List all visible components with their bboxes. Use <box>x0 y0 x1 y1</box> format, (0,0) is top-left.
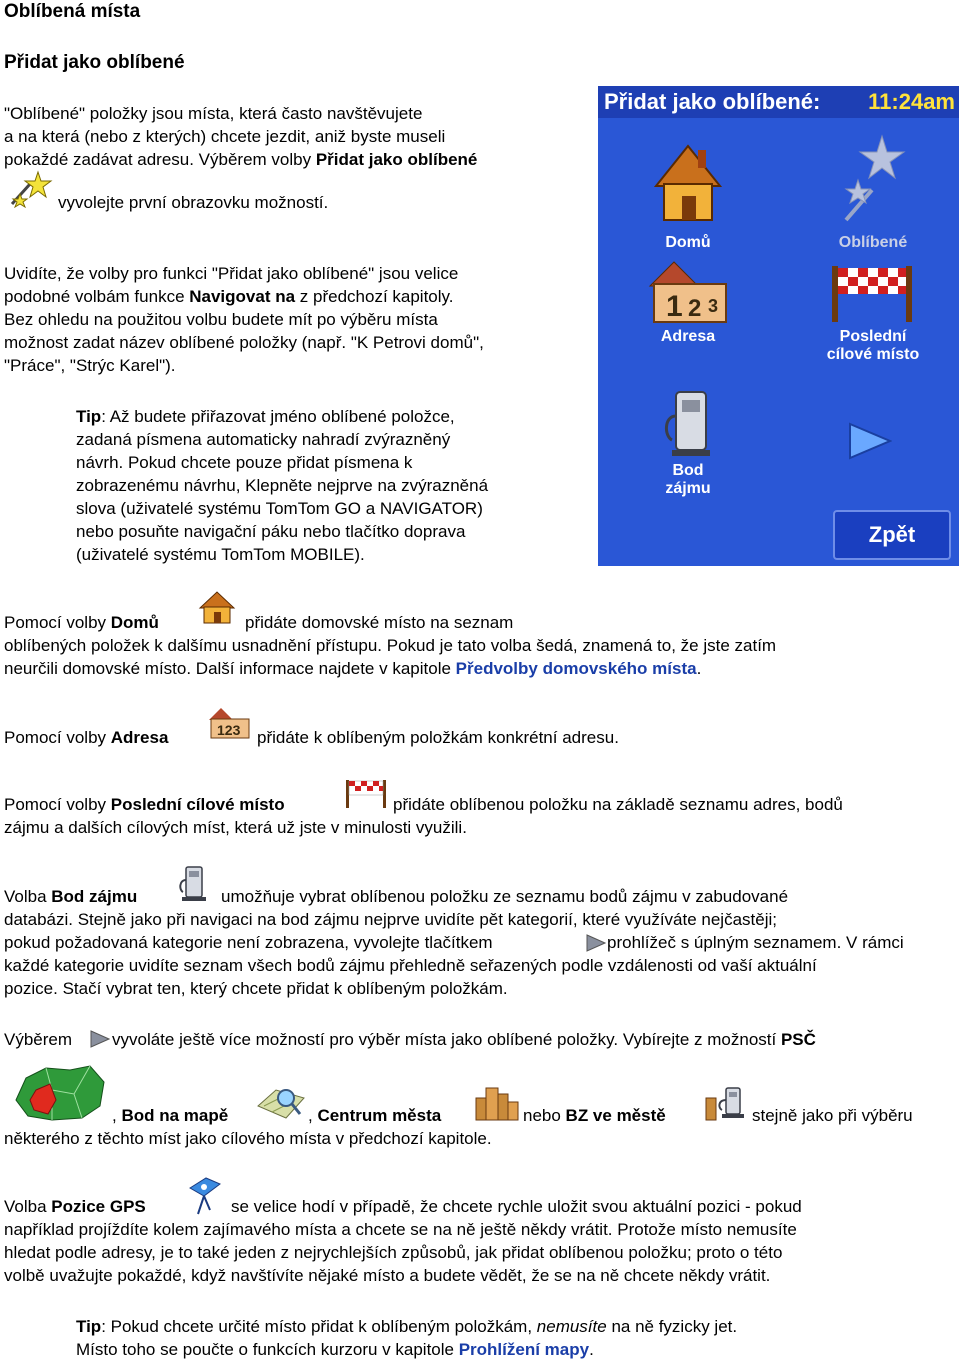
poi-para-line-3b: prohlížeč s úplným seznamem. V rámci <box>607 933 904 952</box>
more-para-line-3: některého z těchto míst jako cílového místa v předchozí kapitole. <box>4 1129 492 1148</box>
map-browsing-link[interactable]: Prohlížení mapy <box>458 1340 590 1359</box>
poi-para-line-2: databázi. Stejně jako při navigaci na bod zájmu nejprve uvidíte pět kategorií, které využíváte nejčastěji; <box>4 910 777 929</box>
home-settings-link[interactable]: Předvolby domovského místa <box>455 659 697 678</box>
home-para-line-2: oblíbených položek k dalšímu usnadnění přístupu. Pokud je tato volba šedá, znamená to, že jste zatím <box>4 636 777 655</box>
tip2-line-2: Místo toho se poučte o funkcích kurzoru v kapitole Prohlížení mapy. <box>76 1340 594 1359</box>
gps-satellite-icon <box>184 1174 224 1218</box>
screen-clock: 11:24am <box>868 89 955 114</box>
more-para-line-2d: stejně jako při výběru <box>752 1106 913 1125</box>
more-para-line-2a: , Bod na mapě <box>112 1106 229 1125</box>
poi-para-line-5: pozice. Stačí vybrat ten, který chcete přidat k oblíbeným položkám. <box>4 979 508 998</box>
postal-code-map-icon <box>12 1060 108 1122</box>
recent-para-line-2: zájmu a dalších cílových míst, která už jste v minulosti využili. <box>4 818 467 837</box>
home-para-line-3: neurčili domovské místo. Další informace najdete v kapitole Předvolby domovského místa. <box>4 659 702 678</box>
home-icon-small <box>198 590 236 626</box>
intro-line-1: "Oblíbené" položky jsou místa, která často navštěvujete <box>4 104 423 123</box>
checkered-flag-icon-small <box>343 776 389 810</box>
tip2-line-1: Tip: Pokud chcete určité místo přidat k oblíbeným položkám, nemusíte na ně fyzicky jet. <box>76 1317 738 1336</box>
more-para-line-1a: Výběrem <box>4 1030 73 1049</box>
home-option[interactable] <box>638 124 738 254</box>
poi-para-line-3a: pokud požadovaná kategorie není zobrazena, vyvolejte tlačítkem <box>4 933 493 952</box>
favorite-label: Oblíbené <box>838 234 908 251</box>
svg-text:1: 1 <box>666 290 683 323</box>
tip1-line-5: slova (uživatelé systému TomTom GO a NAVIGATOR) <box>76 499 483 518</box>
recent-destination-option[interactable] <box>808 256 938 366</box>
tip1-line-7: (uživatelé systému TomTom MOBILE). <box>76 545 365 564</box>
city-center-icon <box>474 1082 520 1122</box>
home-label: Domů <box>665 234 711 251</box>
tip1-line-6: nebo posuňte navigační páku nebo tlačítko doprava <box>76 522 466 541</box>
recent-para-line-1a: Pomocí volby Poslední cílové místo <box>4 795 285 814</box>
poi-para-line-1c: umožňuje vybrat oblíbenou položku ze seznamu bodů zájmu v zabudované <box>221 887 789 906</box>
tip1-line-4: zobrazenému návrhu, Klepněte nejprve na zvýrazněná <box>76 476 489 495</box>
gps-para-line-1c: se velice hodí v případě, že chcete rychle uložit svou aktuální pozici - pokud <box>231 1197 802 1216</box>
svg-text:2: 2 <box>688 295 702 322</box>
more-para-line-2b: , Centrum města <box>308 1106 442 1125</box>
address-para-a: Pomocí volby Adresa <box>4 728 169 747</box>
address-label: Adresa <box>660 328 716 345</box>
address-icon <box>648 258 732 324</box>
poi-para-line-1a: Volba Bod zájmu <box>4 887 138 906</box>
para2-line-4: možnost zadat název oblíbené položky (např. "K Petrovi domů", <box>4 333 484 352</box>
address-icon-small <box>207 706 251 740</box>
arrow-right-icon-2 <box>90 1030 110 1048</box>
tip1-line-1: Tip: Až budete přiřazovat jméno oblíbené položce, <box>76 407 455 426</box>
gps-para-line-2: například projíždíte kolem zajímavého místa a chcete se na ně ještě někdy vrátit. Protože místo nemusíte <box>4 1220 797 1239</box>
checkered-flag-icon <box>826 258 918 324</box>
gps-para-line-1a: Volba Pozice GPS <box>4 1197 146 1216</box>
tip1-line-2: zadaná písmena automaticky nahradí zvýrazněný <box>76 430 451 449</box>
para2-line-5: "Práce", "Strýc Karel"). <box>4 356 176 375</box>
gps-para-line-4: volbě uvažujte pokaždé, když navštívíte nějaké místo a budete vědět, že se na ně chcete někdy vrátit. <box>4 1266 771 1285</box>
svg-text:3: 3 <box>708 296 719 316</box>
home-para-line-1a: Pomocí volby Domů <box>4 613 159 632</box>
address-para-c: přidáte k oblíbeným položkám konkrétní adresu. <box>257 728 619 747</box>
device-screen <box>598 86 959 566</box>
back-button[interactable] <box>833 510 951 560</box>
fuel-pump-icon-small <box>176 864 212 902</box>
tip1-line-3: návrh. Pokud chcete pouze přidat písmena k <box>76 453 413 472</box>
intro-line-3: pokaždé zadávat adresu. Výběrem volby Přidat jako oblíbené <box>4 150 478 169</box>
point-on-map-icon <box>256 1084 306 1122</box>
recent-para-line-1c: přidáte oblíbenou položku na základě seznamu adres, bodů <box>393 795 843 814</box>
screen-header <box>598 86 959 118</box>
home-icon <box>652 128 724 232</box>
arrow-right-icon <box>586 934 606 952</box>
poi-label-2: zájmu <box>665 480 711 497</box>
para2-line-1: Uvidíte, že volby pro funkci "Přidat jako oblíbené" jsou velice <box>4 264 459 283</box>
para2-line-3: Bez ohledu na použitou volbu budete mít po výběru místa <box>4 310 438 329</box>
intro-line-4: vyvolejte první obrazovku možností. <box>58 193 329 212</box>
poi-label-1: Bod <box>672 462 704 479</box>
section-title: Přidat jako oblíbené <box>4 52 185 73</box>
gps-para-line-3: hledat podle adresy, je to také jeden z nejrychlejších způsobů, jak přidat oblíbenou položku; proto o této <box>4 1243 783 1262</box>
poi-option[interactable] <box>638 386 738 501</box>
para2-line-2: podobné volbám funkce Navigovat na z předchozí kapitoly. <box>4 287 454 306</box>
poi-in-city-icon <box>704 1084 746 1122</box>
screen-title: Přidat jako oblíbené: <box>604 89 821 114</box>
recent-label-2: cílové místo <box>826 346 920 363</box>
page-title: Oblíbená místa <box>4 1 141 22</box>
back-label: Zpět <box>868 522 916 547</box>
svg-text:123: 123 <box>217 722 241 738</box>
more-para-line-1b: vyvoláte ještě více možností pro výběr místa jako oblíbené položky. Vybírejte z možností PSČ <box>112 1030 816 1049</box>
next-arrow-icon[interactable] <box>848 422 892 466</box>
favorite-option[interactable] <box>818 124 928 254</box>
intro-line-2: a na která (nebo z kterých) chcete jezdit, aniž byste museli <box>4 127 446 146</box>
home-para-line-1b: přidáte domovské místo na seznam <box>245 613 514 632</box>
recent-label-1: Poslední <box>839 328 907 345</box>
address-option[interactable] <box>638 256 738 356</box>
favorite-star-icon <box>836 128 912 228</box>
poi-para-line-4: každé kategorie uvidíte seznam všech bodů zájmu přehledně seřazených podle vzdálenosti od vaší aktuální <box>4 956 817 975</box>
fuel-pump-icon <box>660 386 720 458</box>
star-favorite-icon <box>8 170 54 208</box>
more-para-line-2c: nebo BZ ve městě <box>523 1106 666 1125</box>
